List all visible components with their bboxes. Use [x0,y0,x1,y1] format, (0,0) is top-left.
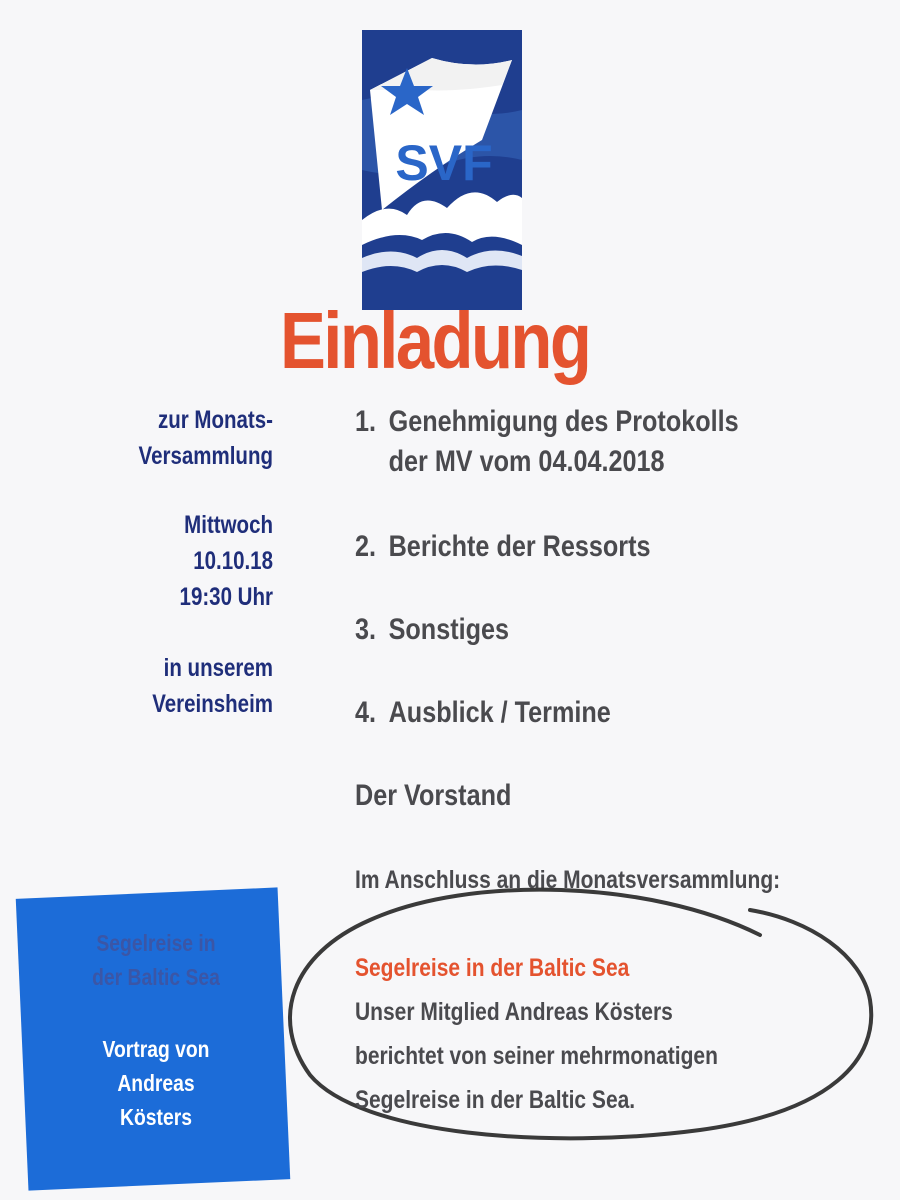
talk-headline: Segelreise in der Baltic Sea [355,954,630,982]
meeting-date: 10.10.18 [193,547,273,575]
talk-box-topic [55,926,257,994]
agenda-number: 1. [355,405,377,438]
meeting-place-line2: Vereinsheim [152,690,273,718]
agenda-text: Ausblick / Termine [388,696,611,729]
agenda-number: 3. [355,613,377,646]
meeting-type [60,402,273,474]
talk-line: Unser Mitglied Andreas Kösters [355,998,673,1026]
agenda-text: Berichte der Ressorts [388,530,651,563]
talk-box-line: Vortrag von [102,1036,210,1062]
meeting-place-line1: in unserem [163,654,273,682]
talk-box-line: Kösters [120,1104,192,1130]
talk-box-line: Segelreise in [96,930,216,956]
agenda-item [355,402,792,482]
signature: Der Vorstand [355,779,512,812]
agenda-text: Sonstiges [388,613,510,646]
talk-box-speaker [55,1032,257,1134]
talk-box-line: der Baltic Sea [92,964,220,990]
meeting-place [60,650,273,722]
agenda-item [355,693,792,733]
agenda-item [355,527,792,567]
meeting-time: 19:30 Uhr [179,583,273,611]
agenda-text-continued: der MV vom 04.04.2018 [388,445,665,478]
talk-box-line: Andreas [117,1070,195,1096]
meeting-type-line1: zur Monats- [157,406,273,434]
following-note: Im Anschluss an die Monatsversammlung: [355,866,781,894]
meeting-type-line2: Versammlung [138,442,273,470]
talk-description [355,946,718,1122]
meeting-day: Mittwoch [184,511,273,539]
agenda-number: 4. [355,696,377,729]
svf-logo [362,30,522,310]
talk-line: berichtet von seiner mehrmonatigen [355,1042,718,1070]
agenda-item [355,610,792,650]
meeting-datetime [60,507,273,615]
agenda-number: 2. [355,530,377,563]
talk-line: Segelreise in der Baltic Sea. [355,1086,636,1114]
logo-text: SVF [395,135,493,191]
page-title: Einladung [280,296,590,385]
agenda-text: Genehmigung des Protokolls [388,405,739,438]
